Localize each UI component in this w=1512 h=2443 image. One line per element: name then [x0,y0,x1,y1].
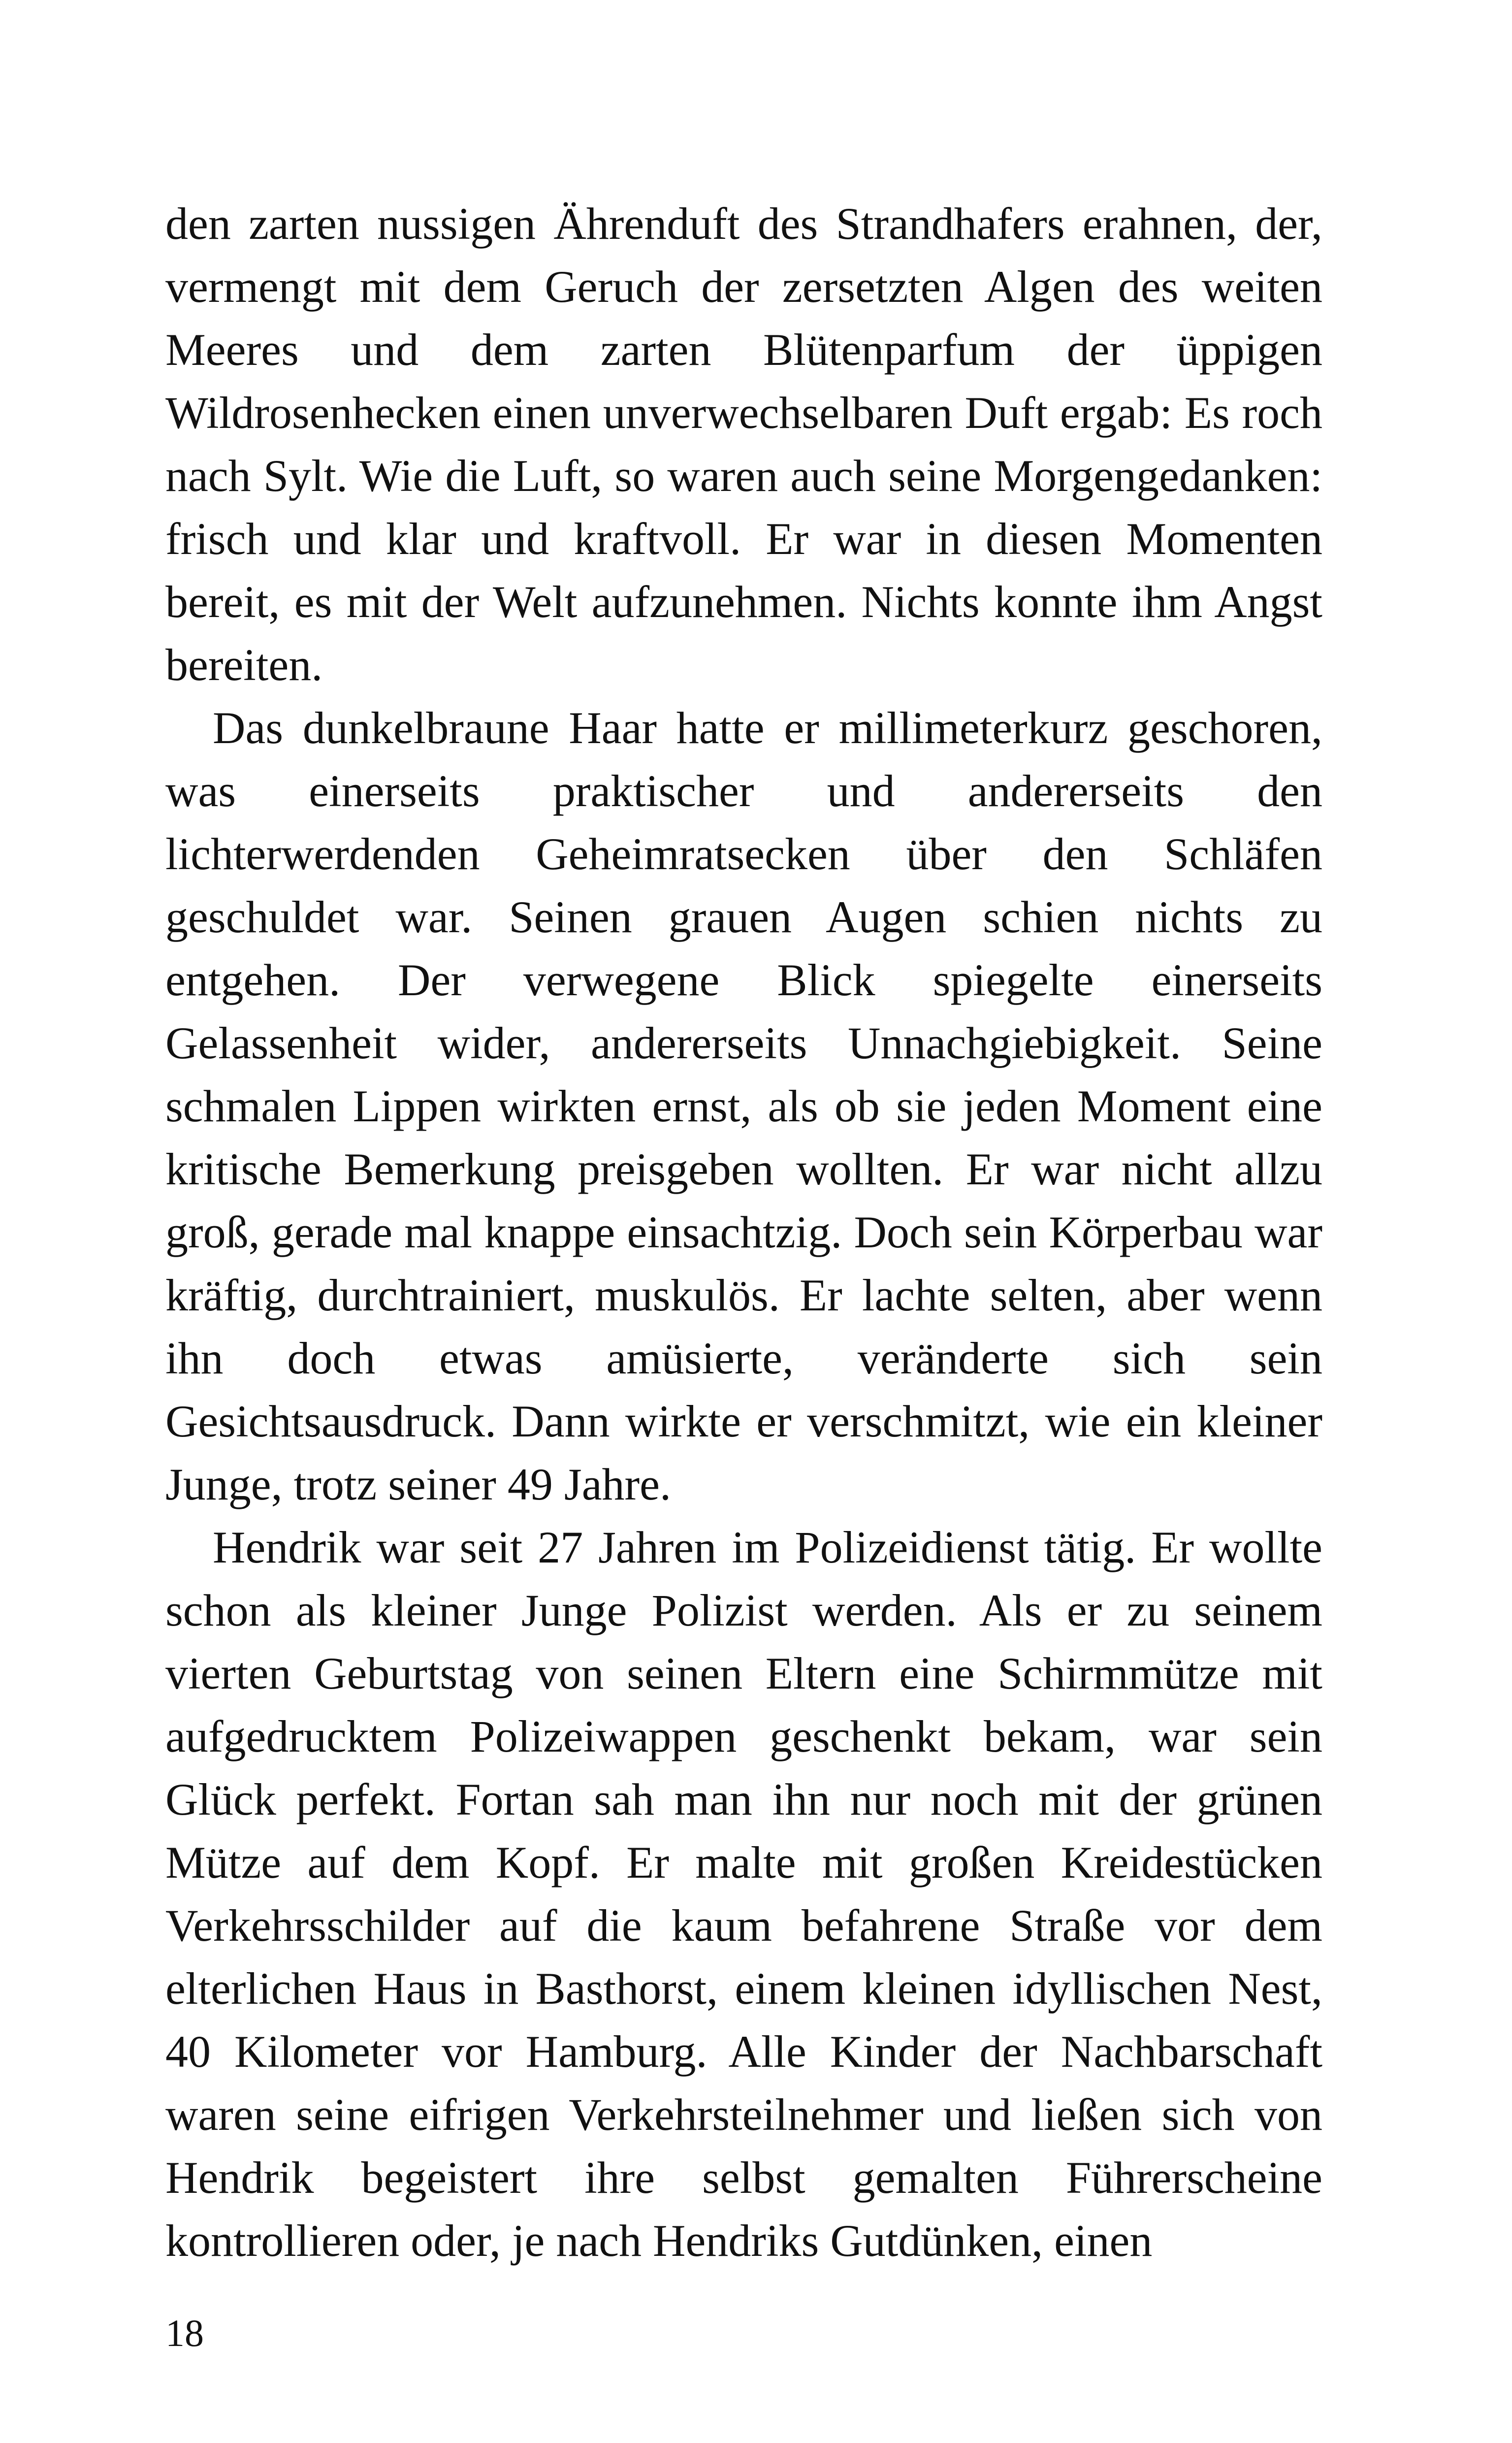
page-number: 18 [165,2312,204,2354]
paragraph-2: Das dunkelbraune Haar hatte er millimeterkurz geschoren, was einerseits praktischer und andererseits den lichterwerdenden Geheimratsecken über den Schläfen geschuldet war. Seinen grauen Augen schien nichts zu entgehen. Der verwegene Blick spiegelte einerseits Gelassenheit wider, andererseits Unnachgiebigkeit. Seine schmalen Lippen wirkten ernst, als ob sie jeden Moment eine kritische Bemerkung preisgeben wollten. Er war nicht allzu groß, gerade mal knappe einsachtzig. Doch sein Körperbau war kräftig, durchtrainiert, muskulös. Er lachte selten, aber wenn ihn doch etwas amüsierte, veränderte sich sein Gesichtsausdruck. Dann wirkte er verschmitzt, wie ein kleiner Junge, trotz seiner 49 Jahre. [165,703,1322,1509]
body-text [165,192,1322,2272]
paragraph-3: Hendrik war seit 27 Jahren im Polizeidienst tätig. Er wollte schon als kleiner Junge Polizist werden. Als er zu seinem vierten Geburtstag von seinen Eltern eine Schirmmütze mit aufgedrucktem Polizeiwappen geschenkt bekam, war sein Glück perfekt. Fortan sah man ihn nur noch mit der grünen Mütze auf dem Kopf. Er malte mit großen Kreidestücken Verkehrsschilder auf die kaum befahrene Straße vor dem elterlichen Haus in Basthorst, einem kleinen idyllischen Nest, 40 Kilometer vor Hamburg. Alle Kinder der Nachbarschaft waren seine eifrigen Verkehrsteilnehmer und ließen sich von Hendrik begeistert ihre selbst gemalten Führerscheine kontrollieren oder, je nach Hendriks Gutdünken, einen [165,1522,1322,2266]
paragraph-1: den zarten nussigen Ährenduft des Strandhafers erahnen, der, vermengt mit dem Geruch der zersetzten Algen des weiten Meeres und dem zarten Blütenparfum der üppigen Wildrosenhecken einen unverwechselbaren Duft ergab: Es roch nach Sylt. Wie die Luft, so waren auch seine Morgengedanken: frisch und klar und kraftvoll. Er war in diesen Momenten bereit, es mit der Welt aufzunehmen. Nichts konnte ihm Angst bereiten. [165,198,1322,690]
